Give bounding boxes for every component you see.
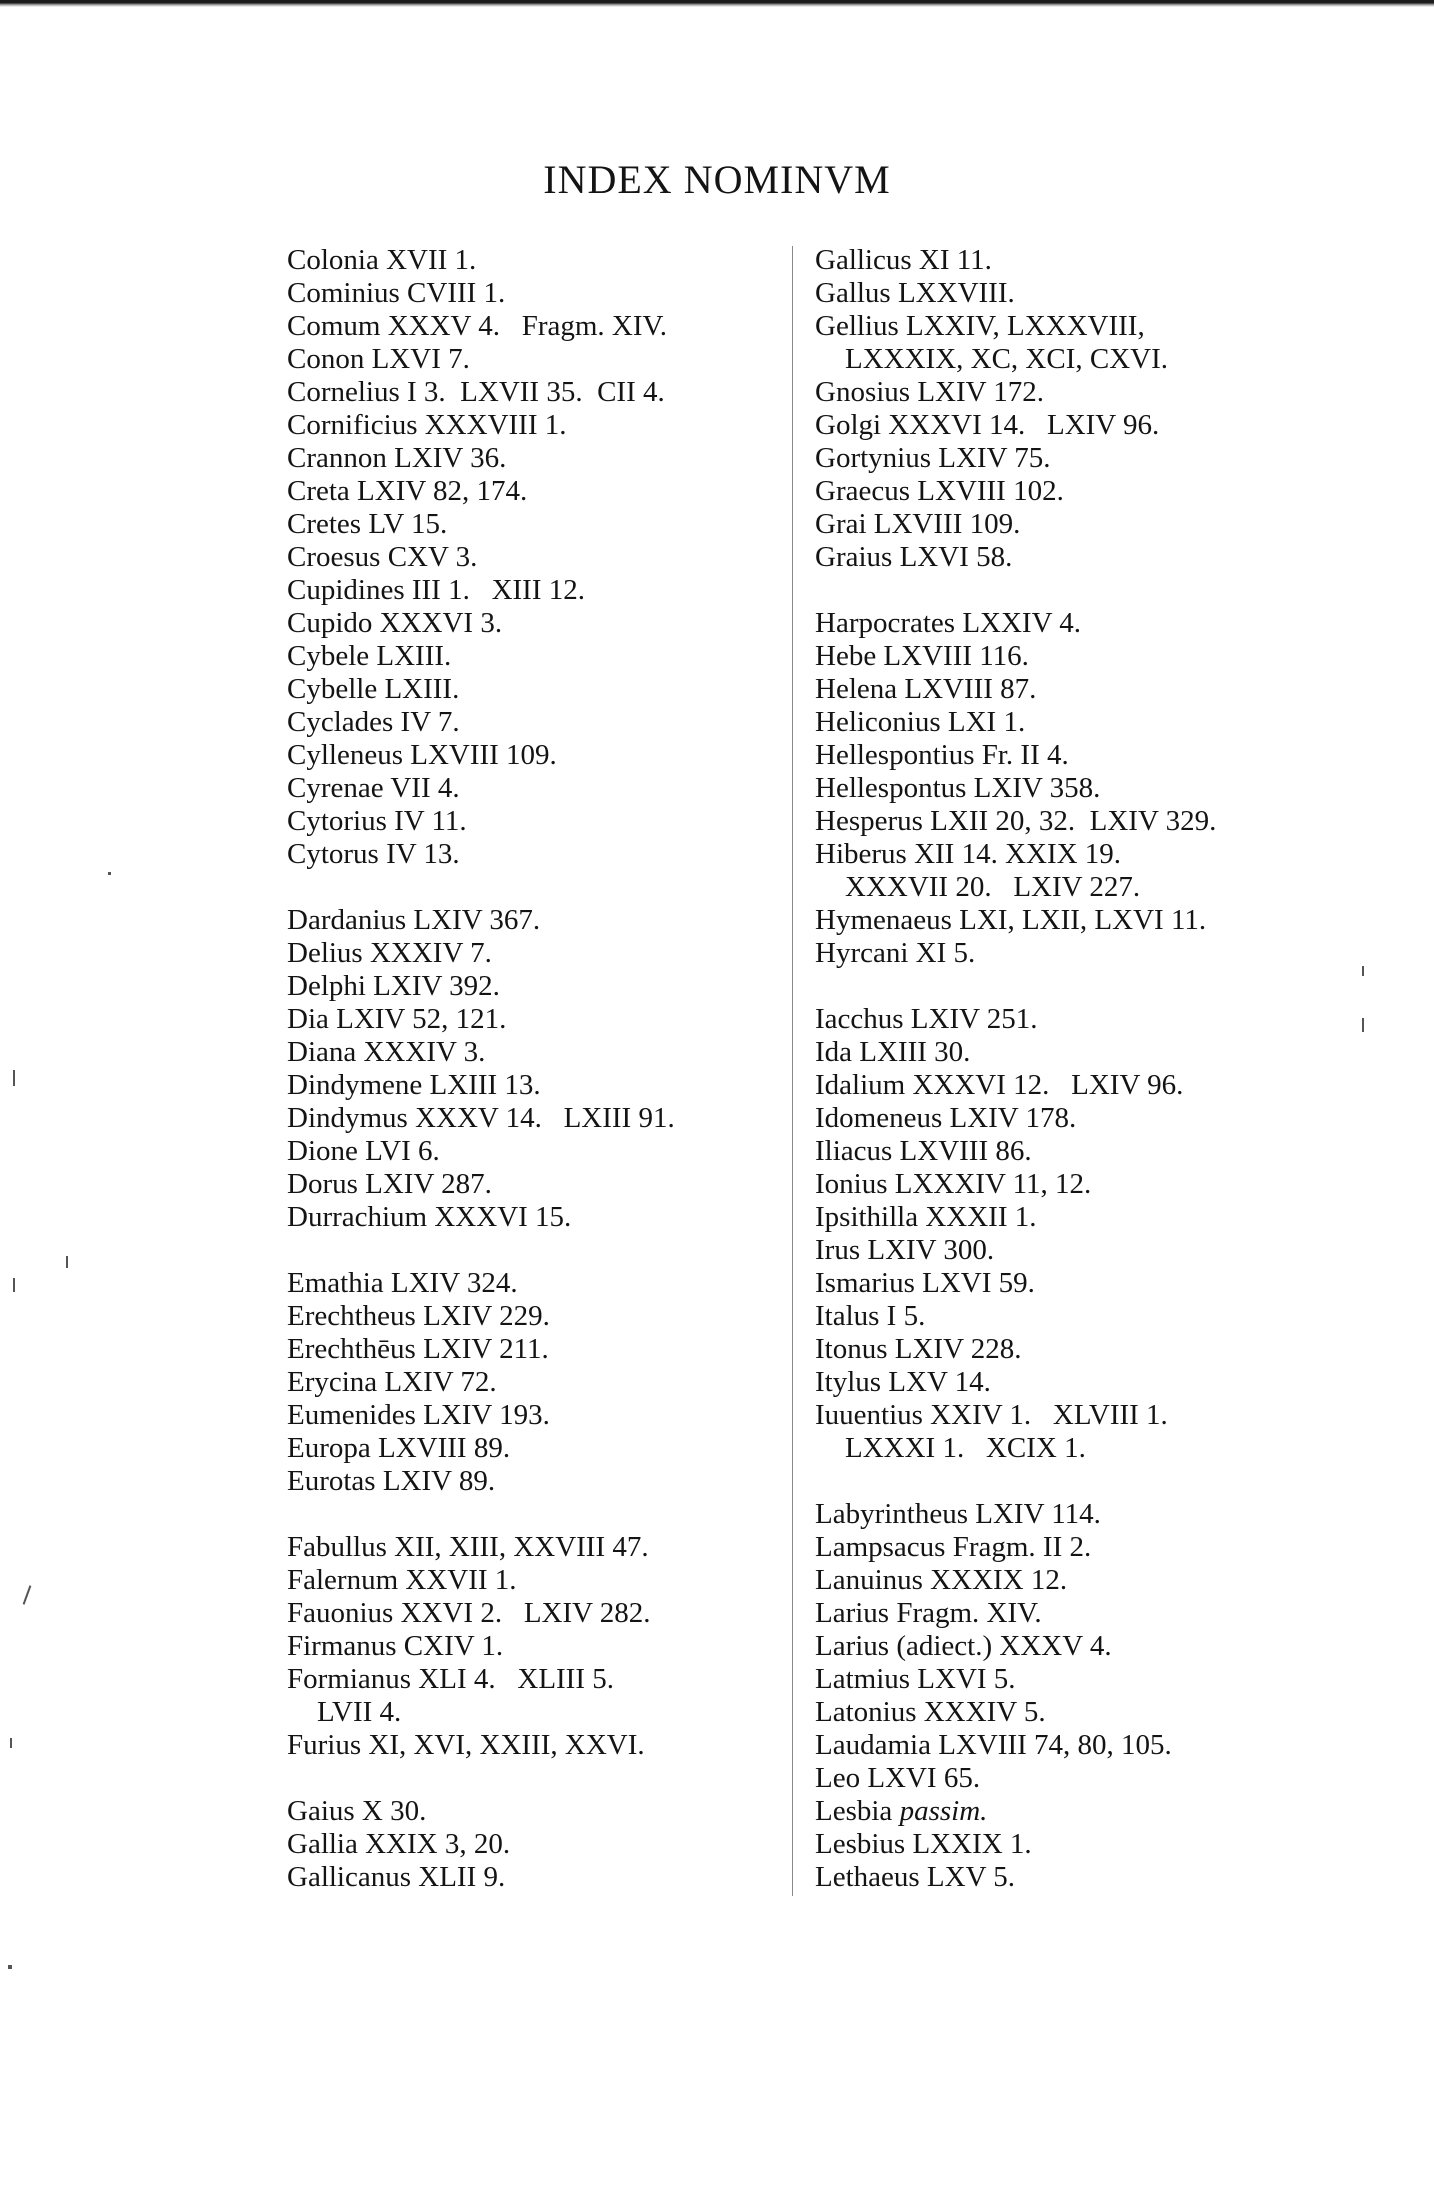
index-entry: Hymenaeus LXI, LXII, LXVI 11. <box>815 904 1207 936</box>
index-entry: Cytorius IV 11. <box>287 805 467 837</box>
index-entry: Gallicanus XLII 9. <box>287 1861 506 1893</box>
index-column-left <box>287 244 772 1894</box>
index-entry-continuation: XXXVII 20. LXIV 227. <box>845 871 1141 903</box>
index-entry: Creta LXIV 82, 174. <box>287 475 528 507</box>
index-entry: Colonia XVII 1. <box>287 244 477 276</box>
index-entry: Leo LXVI 65. <box>815 1762 981 1794</box>
scan-speck <box>1362 966 1364 976</box>
index-entry: Dione LVI 6. <box>287 1135 440 1167</box>
index-entry: Harpocrates LXXIV 4. <box>815 607 1082 639</box>
index-entry: Golgi XXXVI 14. LXIV 96. <box>815 409 1160 441</box>
index-entry: Larius (adiect.) XXXV 4. <box>815 1630 1112 1662</box>
index-entry: Erycina LXIV 72. <box>287 1366 497 1398</box>
index-entry: Cornificius XXXVIII 1. <box>287 409 567 441</box>
index-entry: Helena LXVIII 87. <box>815 673 1037 705</box>
index-entry: Gellius LXXIV, LXXXVIII, <box>815 310 1145 342</box>
index-entry: Gortynius LXIV 75. <box>815 442 1051 474</box>
index-entry: Larius Fragm. XIV. <box>815 1597 1042 1629</box>
index-entry: Eumenides LXIV 193. <box>287 1399 550 1431</box>
section-gap <box>287 1498 772 1531</box>
index-entry: Hyrcani XI 5. <box>815 937 976 969</box>
index-entry: Labyrintheus LXIV 114. <box>815 1498 1101 1530</box>
section-gap <box>815 1465 1335 1498</box>
index-entry: Iliacus LXVIII 86. <box>815 1135 1032 1167</box>
index-entry: Itonus LXIV 228. <box>815 1333 1022 1365</box>
index-entry: Conon LXVI 7. <box>287 343 470 375</box>
index-entry: Lethaeus LXV 5. <box>815 1861 1015 1893</box>
index-entry: Grai LXVIII 109. <box>815 508 1021 540</box>
index-entry: Cornelius I 3. LXVII 35. CII 4. <box>287 376 665 408</box>
index-entry: Gallicus XI 11. <box>815 244 992 276</box>
index-entry: Dindymus XXXV 14. LXIII 91. <box>287 1102 675 1134</box>
section-gap <box>815 574 1335 607</box>
index-entry: Fabullus XII, XIII, XXVIII 47. <box>287 1531 649 1563</box>
index-entry: Cytorus IV 13. <box>287 838 460 870</box>
scan-speck <box>13 1070 15 1086</box>
index-entry-continuation: LXXXI 1. XCIX 1. <box>845 1432 1086 1464</box>
index-entry-continuation: LXXXIX, XC, XCI, CXVI. <box>845 343 1169 375</box>
index-entry: Emathia LXIV 324. <box>287 1267 518 1299</box>
section-gap <box>287 871 772 904</box>
index-entry: Comum XXXV 4. Fragm. XIV. <box>287 310 667 342</box>
index-entry: Diana XXXIV 3. <box>287 1036 486 1068</box>
index-entry: Heliconius LXI 1. <box>815 706 1026 738</box>
index-entry: Durrachium XXXVI 15. <box>287 1201 572 1233</box>
index-entry: Delphi LXIV 392. <box>287 970 500 1002</box>
index-entry: Dardanius LXIV 367. <box>287 904 541 936</box>
index-entry-continuation: LVII 4. <box>317 1696 402 1728</box>
index-entry: Cyclades IV 7. <box>287 706 460 738</box>
index-entry: Graius LXVI 58. <box>815 541 1013 573</box>
index-entry: Cyrenae VII 4. <box>287 772 460 804</box>
index-entry: Lesbius LXXIX 1. <box>815 1828 1032 1860</box>
index-entry: Ionius LXXXIV 11, 12. <box>815 1168 1092 1200</box>
index-entry: Fauonius XXVI 2. LXIV 282. <box>287 1597 651 1629</box>
index-entry: Europa LXVIII 89. <box>287 1432 511 1464</box>
index-entry: Gallus LXXVIII. <box>815 277 1015 309</box>
index-entry: Hiberus XII 14. XXIX 19. <box>815 838 1122 870</box>
index-entry: Cybelle LXIII. <box>287 673 460 705</box>
index-entry: Ida LXIII 30. <box>815 1036 971 1068</box>
index-entry: Gaius X 30. <box>287 1795 427 1827</box>
index-entry: Iacchus LXIV 251. <box>815 1003 1038 1035</box>
passim-italic: passim. <box>899 1795 988 1827</box>
index-entry: Idomeneus LXIV 178. <box>815 1102 1077 1134</box>
index-entry: Iuuentius XXIV 1. XLVIII 1. <box>815 1399 1168 1431</box>
index-entry: Dia LXIV 52, 121. <box>287 1003 507 1035</box>
index-entry: Cupidines III 1. XIII 12. <box>287 574 586 606</box>
index-entry: Cylleneus LXVIII 109. <box>287 739 557 771</box>
index-entry: Gnosius LXIV 172. <box>815 376 1045 408</box>
index-entry: Graecus LXVIII 102. <box>815 475 1064 507</box>
index-entry: Cybele LXIII. <box>287 640 452 672</box>
index-entry: Laudamia LXVIII 74, 80, 105. <box>815 1729 1172 1761</box>
index-entry: Crannon LXIV 36. <box>287 442 507 474</box>
index-entry: Formianus XLI 4. XLIII 5. <box>287 1663 615 1695</box>
index-entry: Erechtheus LXIV 229. <box>287 1300 550 1332</box>
index-entry: Lesbia passim. <box>815 1795 988 1827</box>
index-entry: Hellespontius Fr. II 4. <box>815 739 1069 771</box>
index-entry: Ismarius LXVI 59. <box>815 1267 1035 1299</box>
index-entry: Falernum XXVII 1. <box>287 1564 517 1596</box>
index-entry: Irus LXIV 300. <box>815 1234 995 1266</box>
index-entry: Hebe LXVIII 116. <box>815 640 1029 672</box>
page-title: INDEX NOMINVM <box>543 157 891 202</box>
index-entry: Gallia XXIX 3, 20. <box>287 1828 511 1860</box>
scan-speck <box>23 1585 32 1604</box>
index-entry: Latmius LXVI 5. <box>815 1663 1016 1695</box>
scan-speck <box>108 872 111 875</box>
index-entry: Cretes LV 15. <box>287 508 448 540</box>
index-entry: Ipsithilla XXXII 1. <box>815 1201 1037 1233</box>
index-entry: Lanuinus XXXIX 12. <box>815 1564 1068 1596</box>
index-entry: Croesus CXV 3. <box>287 541 478 573</box>
index-column-right <box>815 244 1335 1894</box>
index-entry: Furius XI, XVI, XXIII, XXVI. <box>287 1729 645 1761</box>
section-gap <box>287 1234 772 1267</box>
scan-speck <box>8 1965 12 1969</box>
index-entry: Itylus LXV 14. <box>815 1366 991 1398</box>
index-entry: Lampsacus Fragm. II 2. <box>815 1531 1092 1563</box>
section-gap <box>815 970 1335 1003</box>
index-entry: Dorus LXIV 287. <box>287 1168 492 1200</box>
index-entry: Cominius CVIII 1. <box>287 277 506 309</box>
top-rule <box>0 0 1434 7</box>
index-entry: Cupido XXXVI 3. <box>287 607 503 639</box>
scan-speck <box>13 1278 15 1292</box>
index-entry: Erechthēus LXIV 211. <box>287 1333 549 1365</box>
scan-speck <box>66 1256 68 1268</box>
index-entry: Hellespontus LXIV 358. <box>815 772 1101 804</box>
index-entry: Eurotas LXIV 89. <box>287 1465 496 1497</box>
scan-speck <box>1362 1018 1364 1032</box>
section-gap <box>287 1762 772 1795</box>
index-entry: Italus I 5. <box>815 1300 926 1332</box>
index-entry: Latonius XXXIV 5. <box>815 1696 1046 1728</box>
index-entry: Hesperus LXII 20, 32. LXIV 329. <box>815 805 1217 837</box>
scan-speck <box>10 1738 12 1748</box>
index-entry: Dindymene LXIII 13. <box>287 1069 541 1101</box>
index-entry: Delius XXXIV 7. <box>287 937 492 969</box>
index-entry: Idalium XXXVI 12. LXIV 96. <box>815 1069 1184 1101</box>
index-entry: Firmanus CXIV 1. <box>287 1630 504 1662</box>
column-divider <box>792 246 793 1896</box>
